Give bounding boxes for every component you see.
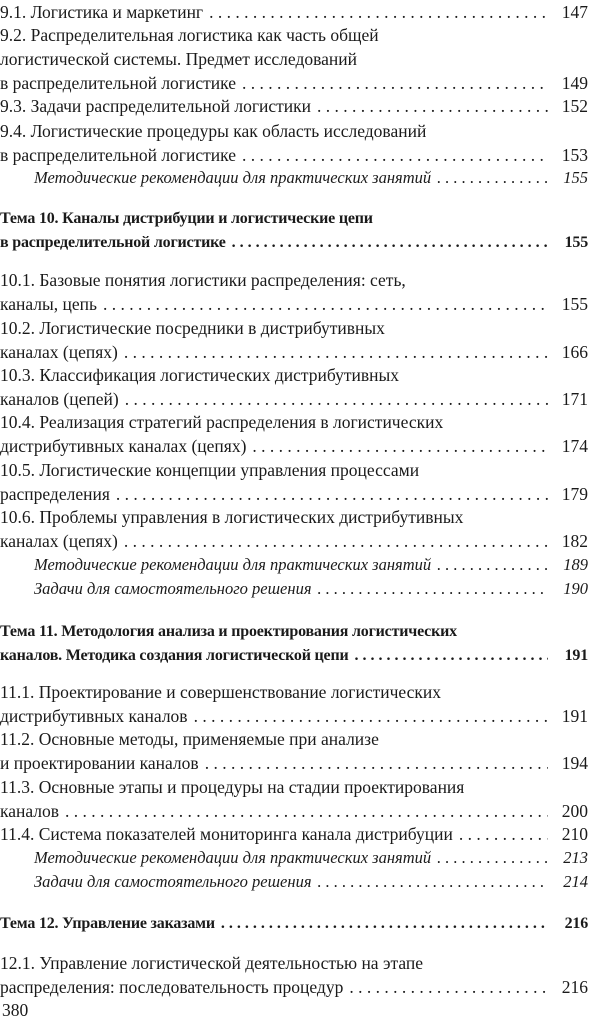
toc-page-number: 189	[563, 555, 588, 574]
toc-entry-title: дистрибутивных каналах (цепях)	[0, 436, 247, 456]
toc-entry-title: логистической системы. Предмет исследований	[0, 49, 357, 69]
toc-page-number: 191	[561, 706, 588, 726]
toc-entry-title: 12.1. Управление логистической деятельностью на этапе	[0, 953, 423, 973]
toc-entry	[0, 870, 592, 894]
dot-leader	[110, 482, 548, 506]
toc-entry-title: Тема 11. Методология анализа и проектирования логистических	[0, 623, 457, 640]
toc-entry	[0, 119, 592, 167]
toc-topic-entry	[0, 207, 592, 255]
toc-page-number: 216	[564, 915, 588, 932]
toc-entry	[0, 577, 592, 601]
toc-entry-title: 10.5. Логистические концепции управления процессами	[0, 460, 420, 480]
toc-page-number: 182	[561, 531, 588, 551]
toc-page-number: 155	[564, 234, 588, 251]
dot-leader	[312, 577, 549, 601]
dot-leader	[431, 553, 548, 577]
toc-entry-title: 10.2. Логистические посредники в дистрибутивных	[0, 318, 385, 338]
toc-entry-title: Методические рекомендации для практических занятий	[34, 555, 432, 574]
toc-page-number: 174	[561, 436, 588, 456]
toc-page-number: 166	[561, 342, 588, 362]
dot-leader	[97, 292, 548, 316]
toc-entry-title: в распределительной логистике	[0, 73, 236, 93]
toc-entry	[0, 23, 592, 95]
dot-leader	[431, 166, 548, 190]
toc-entry-title: распределения	[0, 484, 110, 504]
toc-page-number: 149	[561, 73, 588, 93]
dot-leader	[119, 387, 548, 411]
dot-leader	[236, 71, 548, 95]
toc-page-number: 171	[561, 389, 588, 409]
toc-page-number: 179	[561, 484, 588, 504]
dot-leader	[118, 340, 548, 364]
dot-leader	[246, 434, 548, 458]
toc-entry-title: каналы, цепь	[0, 294, 98, 314]
page-number: 380	[2, 1000, 29, 1020]
toc-entry-title: и проектировании каналов	[0, 753, 199, 773]
toc-page-number: 155	[561, 294, 588, 314]
dot-leader	[343, 975, 548, 999]
toc-entry	[0, 846, 592, 870]
toc-entry-title: дистрибутивных каналов	[0, 706, 188, 726]
toc-entry	[0, 166, 592, 190]
toc-entry	[0, 268, 592, 316]
toc-page-number: 213	[563, 848, 588, 867]
toc-page-number: 147	[561, 2, 588, 22]
toc-entry-title: Методические рекомендации для практических занятий	[34, 848, 432, 867]
toc-entry-title: в распределительной логистике	[0, 145, 236, 165]
toc-entry-title: Тема 12. Управление заказами	[0, 915, 215, 932]
dot-leader	[453, 822, 548, 846]
dot-leader	[118, 529, 548, 553]
toc-entry-title: Методические рекомендации для практических занятий	[34, 168, 432, 187]
toc-page-number: 216	[561, 977, 588, 997]
toc-entry-title: Задачи для самостоятельного решения	[34, 872, 312, 891]
dot-leader	[311, 94, 548, 118]
toc-entry-title: 10.1. Базовые понятия логистики распределения: сеть,	[0, 270, 406, 290]
toc-entry-title: каналах (цепях)	[0, 531, 118, 551]
dot-leader	[188, 704, 548, 728]
toc-entry	[0, 0, 592, 24]
toc-page-number: 210	[561, 824, 588, 844]
toc-page-number: 214	[563, 872, 588, 891]
dot-leader	[215, 912, 548, 936]
toc-entry	[0, 951, 592, 999]
toc-entry	[0, 94, 592, 118]
toc-entry	[0, 775, 592, 823]
toc-entry	[0, 316, 592, 364]
toc-entry-title: 11.2. Основные методы, применяемые при анализе	[0, 729, 379, 749]
toc-topic-entry	[0, 620, 592, 668]
toc-page-number: 153	[561, 145, 588, 165]
toc-entry-title: Тема 10. Каналы дистрибуции и логистические цепи	[0, 210, 373, 227]
dot-leader	[226, 231, 548, 255]
toc-entry-title: каналов	[0, 801, 60, 821]
toc-entry	[0, 822, 592, 846]
dot-leader	[431, 846, 548, 870]
toc-topic-entry	[0, 912, 592, 936]
toc-entry	[0, 410, 592, 458]
toc-entry	[0, 505, 592, 553]
toc-entry	[0, 553, 592, 577]
dot-leader	[203, 0, 548, 24]
toc-page-number: 155	[563, 168, 588, 187]
toc-entry-title: каналов. Методика создания логистической цепи	[0, 647, 349, 664]
toc-entry	[0, 680, 592, 728]
dot-leader	[236, 143, 548, 167]
toc-page-number: 200	[561, 801, 588, 821]
toc-entry-title: Задачи для самостоятельного решения	[34, 579, 312, 598]
toc-entry	[0, 727, 592, 775]
toc-entry-title: 11.1. Проектирование и совершенствование логистических	[0, 682, 442, 702]
toc-entry-title: 9.4. Логистические процедуры как область исследований	[0, 121, 427, 141]
dot-leader	[59, 799, 548, 823]
toc-entry-title: 9.2. Распределительная логистика как часть общей	[0, 25, 379, 45]
toc-entry-title: 10.3. Классификация логистических дистрибутивных	[0, 365, 400, 385]
toc-entry-title: 11.4. Система показателей мониторинга канала дистрибуции	[0, 824, 453, 844]
toc-page-number: 191	[564, 647, 588, 664]
dot-leader	[199, 751, 548, 775]
toc-entry-title: каналов (цепей)	[0, 389, 119, 409]
toc-entry	[0, 458, 592, 506]
toc-entry-title: 9.1. Логистика и маркетинг	[0, 2, 204, 22]
dot-leader	[312, 870, 549, 894]
toc-entry-title: распределения: последовательность процедур	[0, 977, 344, 997]
toc-entry-title: 10.4. Реализация стратегий распределения в логистических	[0, 412, 444, 432]
toc-entry-title: 10.6. Проблемы управления в логистических дистрибутивных	[0, 507, 464, 527]
toc-entry-title: каналах (цепях)	[0, 342, 118, 362]
toc-entry-title: 11.3. Основные этапы и процедуры на стадии проектирования	[0, 777, 465, 797]
toc-entry-title: в распределительной логистике	[0, 234, 226, 251]
toc-page-number: 190	[563, 579, 588, 598]
toc-entry-title: 9.3. Задачи распределительной логистики	[0, 96, 312, 116]
toc-page-number: 152	[561, 96, 588, 116]
toc-page-number: 194	[561, 753, 588, 773]
toc-entry	[0, 363, 592, 411]
dot-leader	[349, 644, 548, 668]
